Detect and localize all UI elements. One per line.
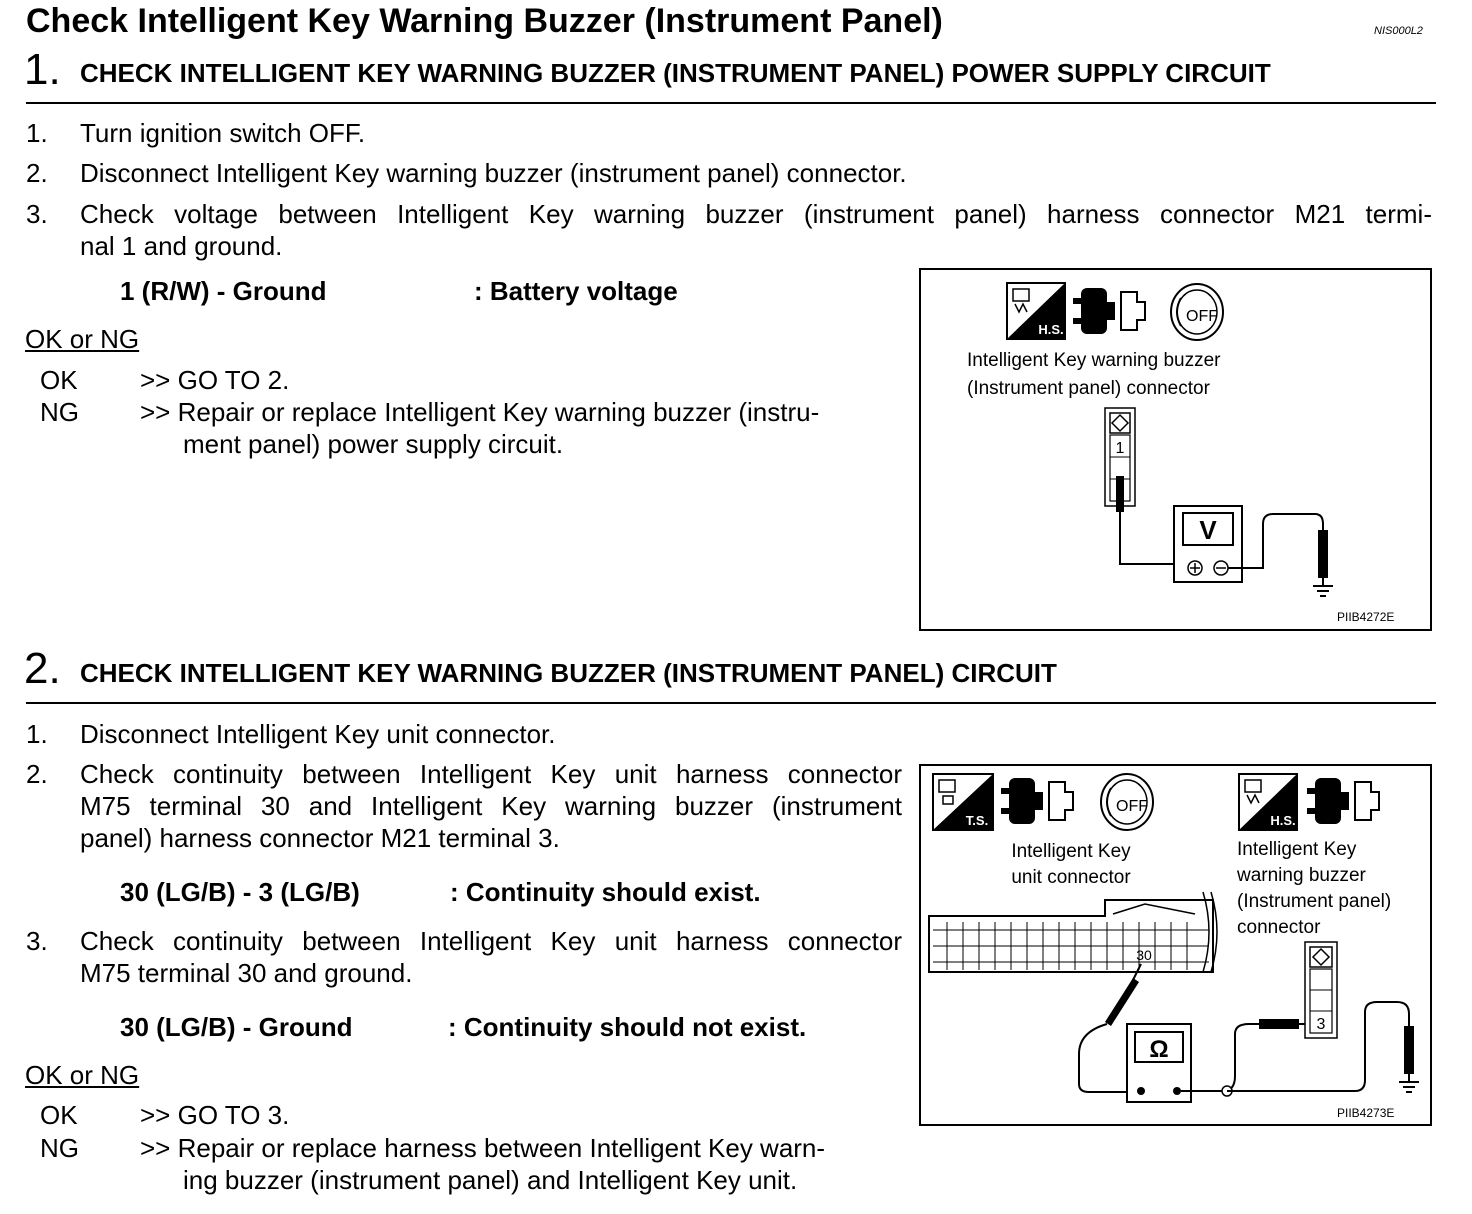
step1-ng-text: >> Repair or replace Intelligent Key warning buzzer (instru- — [140, 397, 820, 427]
step2-spec2-right: : Continuity should not exist. — [448, 1012, 807, 1042]
step1-ok-text: >> GO TO 2. — [140, 365, 290, 395]
svg-text:Ω: Ω — [1149, 1036, 1169, 1063]
figure-id: PIIB4273E — [1337, 1106, 1395, 1120]
buzzer-label-line: connector — [1237, 917, 1321, 938]
step2-heading: CHECK INTELLIGENT KEY WARNING BUZZER (INSTRUMENT PANEL) CIRCUIT — [80, 658, 1057, 688]
step2-item-text: Disconnect Intelligent Key unit connector. — [80, 719, 556, 749]
svg-text:OFF: OFF — [1116, 798, 1148, 815]
step2-ng-text: ing buzzer (instrument panel) and Intelligent Key unit. — [183, 1165, 798, 1195]
step1-spec-right: : Battery voltage — [474, 276, 678, 306]
step2-ok-text: >> GO TO 3. — [140, 1100, 290, 1130]
buzzer-label-line: (Instrument panel) — [1237, 891, 1392, 912]
step1-ng-text: ment panel) power supply circuit. — [183, 429, 564, 459]
step2-ok-label: OK — [40, 1100, 78, 1130]
connector-label-line: (Instrument panel) connector — [967, 378, 1210, 399]
step1-item-text: Check voltage between Intelligent Key warning buzzer (instrument panel) harness connector M21 termi- — [80, 199, 1432, 229]
step2-ng-label: NG — [40, 1133, 79, 1163]
step2-item-text: Check continuity between Intelligent Key unit harness connector — [80, 759, 902, 789]
step1-figure — [919, 268, 1432, 631]
terminal-side-icon — [933, 774, 993, 830]
svg-text:H.S.: H.S. — [1038, 322, 1064, 337]
svg-text:1: 1 — [1115, 440, 1125, 457]
step1-item-text: nal 1 and ground. — [80, 231, 283, 261]
step2-ng-text: >> Repair or replace harness between Intelligent Key warn- — [140, 1133, 826, 1163]
step2-item-number: 2. — [26, 759, 48, 789]
step1-ok-label: OK — [40, 365, 78, 395]
step1-ok-ng-label: OK or NG — [25, 324, 140, 354]
step1-number: 1. — [24, 45, 61, 94]
harness-side-icon — [1007, 283, 1065, 339]
step1-item-text: Disconnect Intelligent Key warning buzzer (instrument panel) connector. — [80, 158, 907, 188]
step1-item-number: 3. — [26, 199, 48, 229]
voltmeter — [1174, 506, 1242, 582]
step2-item-number: 3. — [26, 926, 48, 956]
ground-probe — [1404, 1026, 1414, 1074]
ignition-off-icon — [1171, 284, 1223, 340]
figure-id: PIIB4272E — [1337, 610, 1395, 624]
harness-side-icon — [1239, 774, 1297, 830]
svg-text:V: V — [1199, 515, 1217, 545]
step2-spec1-right: : Continuity should exist. — [450, 877, 761, 907]
step1-item-number: 1. — [26, 118, 48, 148]
step1-heading: CHECK INTELLIGENT KEY WARNING BUZZER (INSTRUMENT PANEL) POWER SUPPLY CIRCUIT — [80, 58, 1271, 88]
ignition-off-icon — [1101, 774, 1153, 830]
buzzer-connector — [1305, 942, 1337, 1038]
svg-text:H.S.: H.S. — [1270, 813, 1296, 828]
connector-label-line: Intelligent Key warning buzzer — [967, 350, 1221, 371]
step2-item-text: M75 terminal 30 and ground. — [80, 958, 413, 988]
svg-text:T.S.: T.S. — [965, 813, 989, 828]
svg-text:30: 30 — [1136, 947, 1152, 963]
step1-spec-left: 1 (R/W) - Ground — [120, 276, 327, 306]
page-title: Check Intelligent Key Warning Buzzer (Instrument Panel) — [26, 2, 943, 40]
step2-number: 2. — [24, 644, 61, 693]
buzzer-label-line: Intelligent Key — [1237, 839, 1357, 860]
step2-spec1-left: 30 (LG/B) - 3 (LG/B) — [120, 877, 360, 907]
svg-text:OFF: OFF — [1186, 308, 1218, 325]
unit-label-line: unit connector — [1011, 867, 1131, 888]
step2-item-text: panel) harness connector M21 terminal 3. — [80, 823, 560, 853]
step2-item-text: Check continuity between Intelligent Key unit harness connector — [80, 926, 902, 956]
buzzer-label-line: warning buzzer — [1237, 865, 1366, 886]
step2-item-number: 1. — [26, 719, 48, 749]
step2-rule — [26, 702, 1436, 704]
unit-label-line: Intelligent Key — [1011, 841, 1131, 862]
svg-text:3: 3 — [1316, 1016, 1326, 1033]
step1-ng-label: NG — [40, 397, 79, 427]
step2-figure — [919, 764, 1432, 1126]
step1-item-number: 2. — [26, 158, 48, 188]
buzzer-probe — [1259, 1019, 1299, 1029]
ground-probe — [1318, 530, 1328, 578]
probe — [1116, 476, 1124, 512]
step2-spec2-left: 30 (LG/B) - Ground — [120, 1012, 353, 1042]
doc-id: NIS000L2 — [1374, 25, 1423, 37]
step2-item-text: M75 terminal 30 and Intelligent Key warning buzzer (instrument — [80, 791, 902, 821]
step1-item-text: Turn ignition switch OFF. — [80, 118, 366, 148]
step2-ok-ng-label: OK or NG — [25, 1060, 140, 1090]
step1-rule — [26, 102, 1436, 104]
